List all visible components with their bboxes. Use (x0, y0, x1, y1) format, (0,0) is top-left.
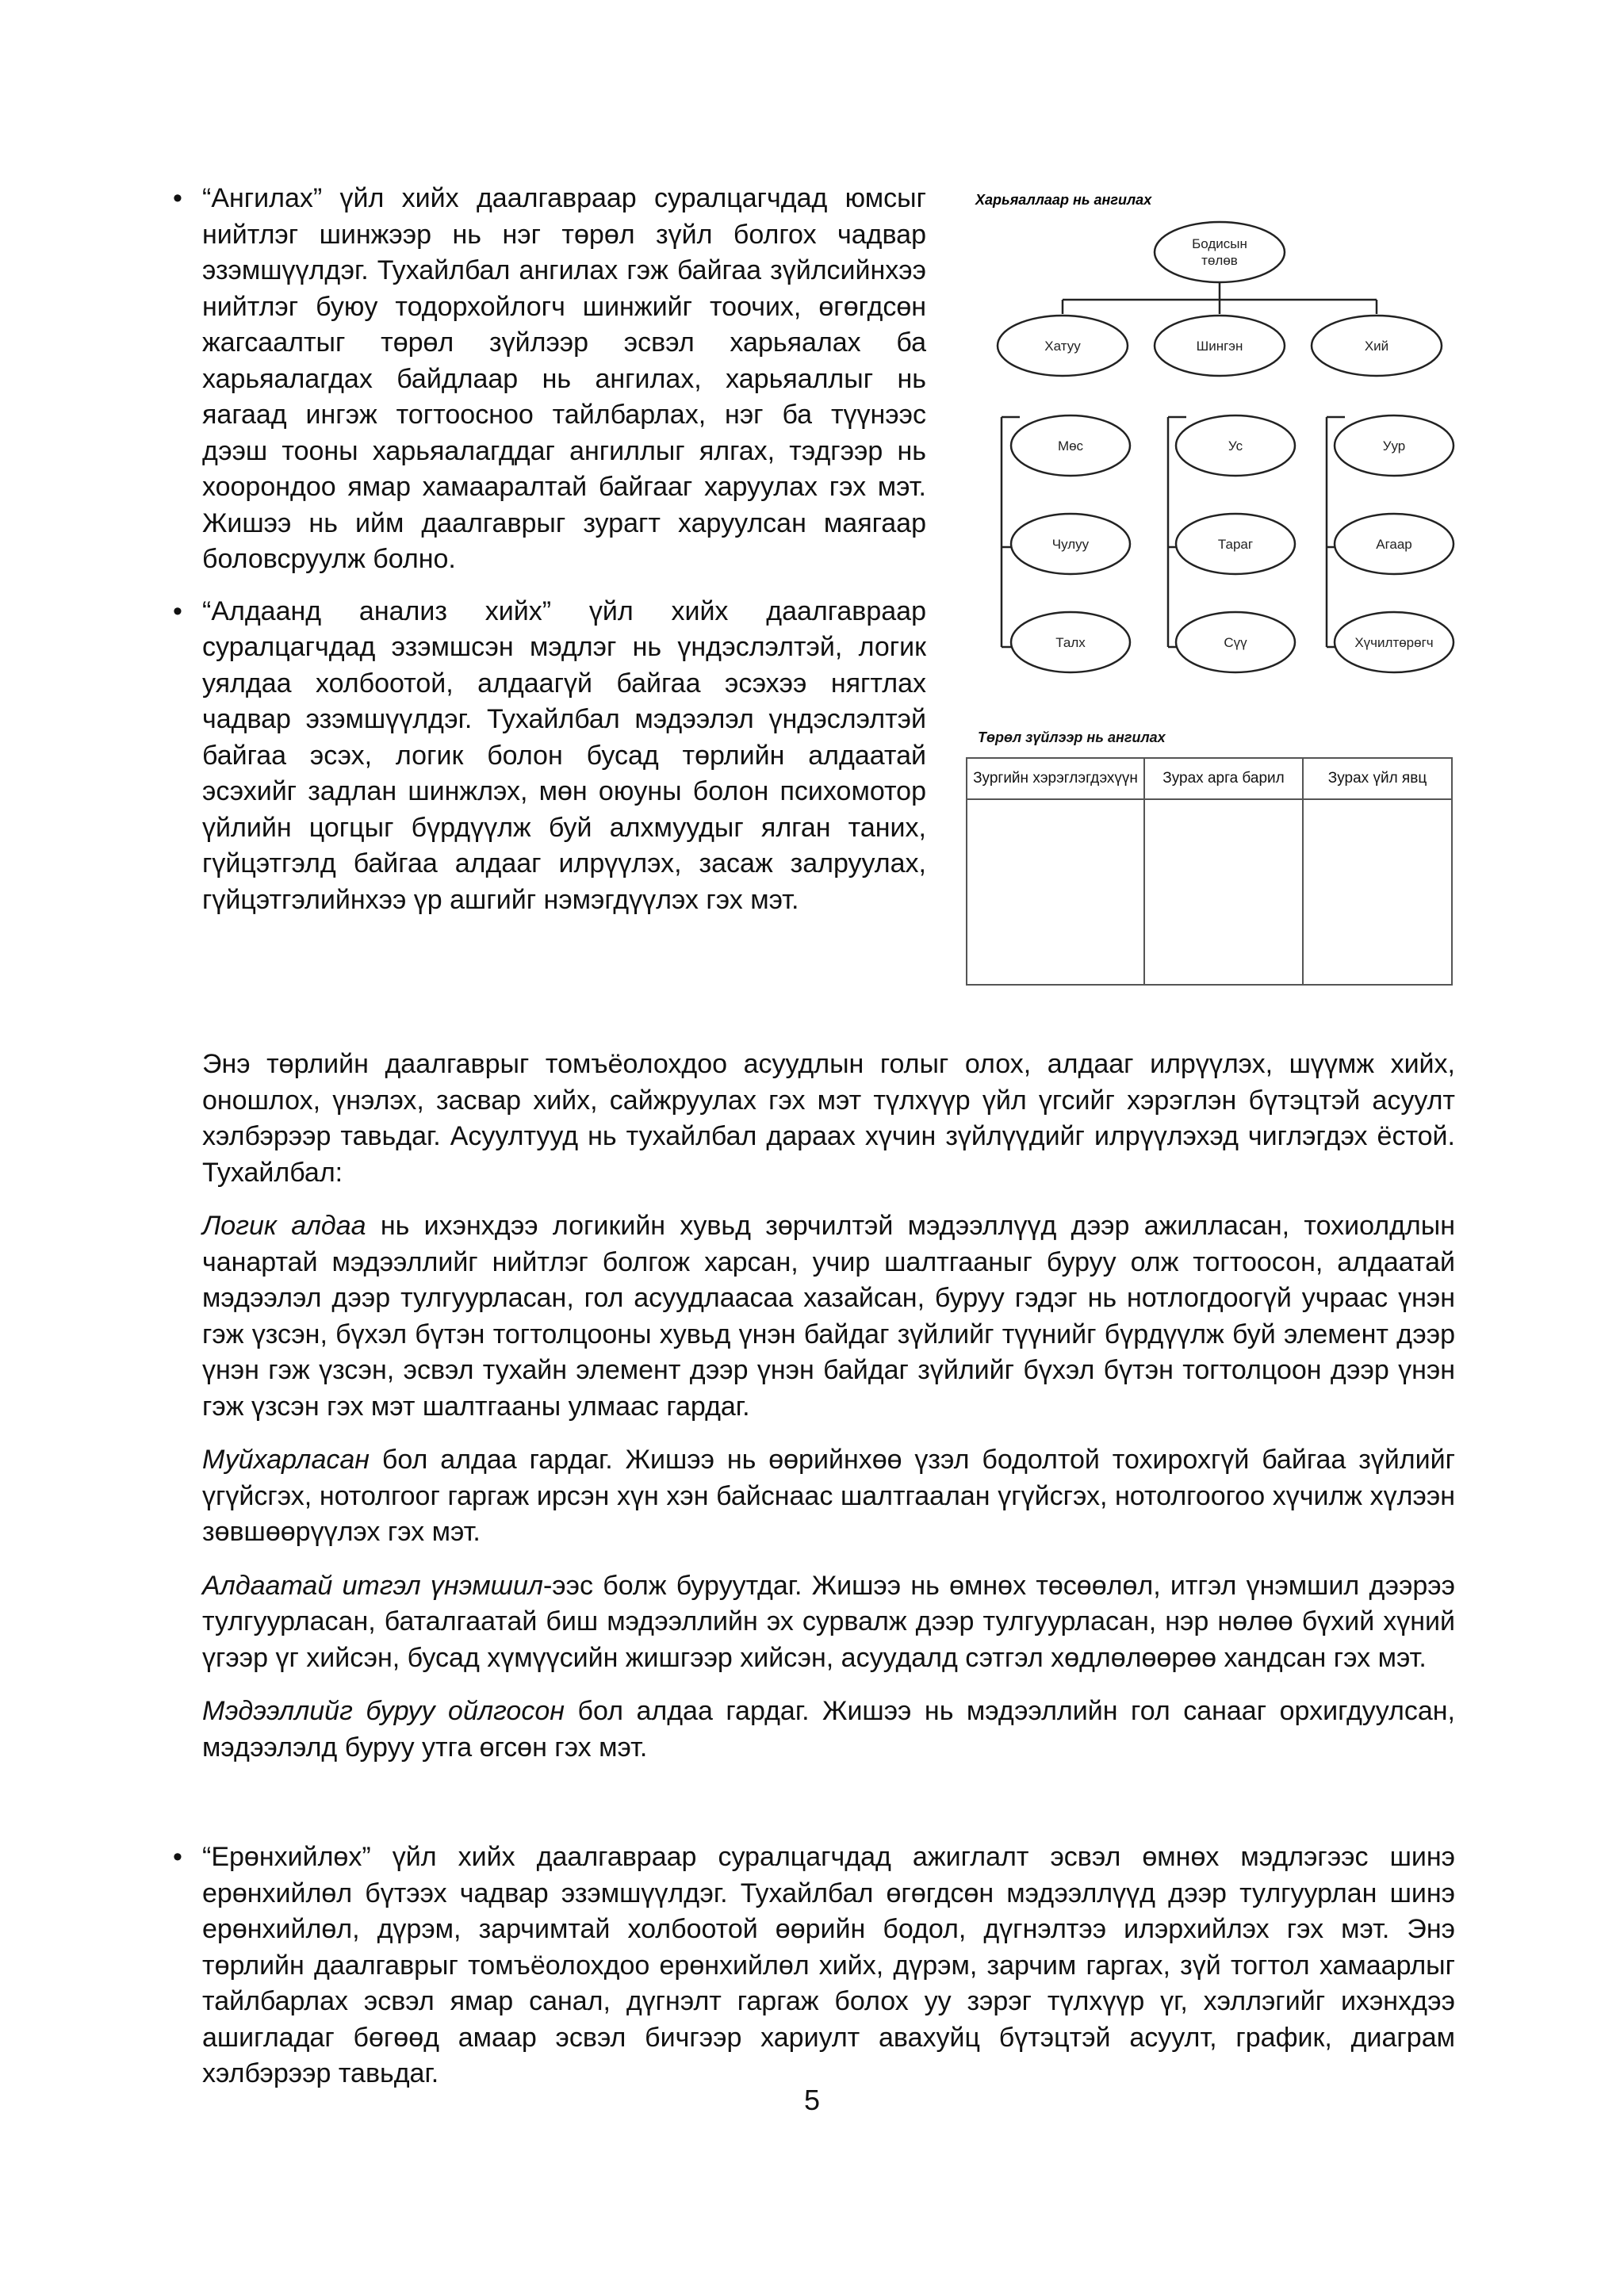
paragraph-logic-error (202, 1208, 1455, 1425)
term: Мэдээллийг буруу ойлгосон (202, 1696, 565, 1726)
term: Алдаатай итгэл үнэмшил (202, 1570, 543, 1601)
paragraph-wrong-belief (202, 1568, 1455, 1677)
label-item: Сүү (1224, 635, 1247, 650)
table-caption: Төрөл зүйлээр нь ангилах (978, 729, 1166, 745)
table-header: Зурах арга барил (1144, 758, 1303, 799)
label-item: Мөс (1057, 438, 1084, 454)
label-state: Шингэн (1196, 339, 1243, 354)
label-item: Чулуу (1051, 537, 1090, 552)
bullet-error-analysis: • “Алдаанд анализ хийх” үйл хийх даалгавраар суралцагчдад эзэмшсэн мэдлэг нь үндэслэлтэй, логик уялдаа холбоотой, алдаагүй байгаа эсэхээ нягтлах чадвар эзэмшүүлдэг. Тухайлбал мэдээлэл үндэслэлтэй байгаа эсэх, логик болон бусад төрлийн алдаатай эсэхийг задлан шинжлэх, мөн оюуны болон психомотор үйлийн цогцыг бүрдүүлж буй алхмуудыг ялган таних, гүйцэтгэлд байгаа алдааг илрүүлэх, засаж залруулах, гүйцэтгэлийнхээ үр ашгийг нэмэгдүүлэх гэх мэт. (173, 594, 926, 919)
label-state: Хатуу (1044, 339, 1081, 354)
bullet-generalize: • “Ерөнхийлөх” үйл хийх даалгавраар суралцагчдад ажиглалт эсвэл өмнөх мэдлэгээс шинэ ерөнхийлөл бүтээх чадвар эзэмшүүлдэг. Тухайлбал өгөгдсөн мэдээллүүд дээр тулгуурлан шинэ ерөнхийлөл, дүрэм, зарчимтай холбоотой өөрийн бодол, дүгнэлтээ илэрхийлэх гэх мэт. Энэ төрлийн даалгаврыг томъёолохдоо ерөнхийлөл хийх, дүрэм, зарчим гаргах, зүй тогтол хамаарлыг тайлбарлах эсвэл ямар санал, дүгнэлт гаргаж болох уу зэрэг түлхүүр үг, хэллэгийг ихэнхдээ ашигладаг бөгөөд амаар эсвэл бичгээр хариулт авахуйц бүтэцтэй асуулт, график, диаграм хэлбэрээр тавьдаг. (173, 1839, 1455, 2092)
classification-diagram (966, 187, 1457, 683)
term: Логик алдаа (202, 1211, 366, 1241)
table-header: Зургийн хэрэглэгдэхүүн (967, 758, 1144, 799)
term: Муйхарласан (202, 1445, 370, 1475)
label-item: Тараг (1217, 537, 1254, 552)
bottom-bullet-block (173, 1839, 1455, 2108)
paragraph-intro: Энэ төрлийн даалгаврыг томъёолохдоо асуудлын голыг олох, алдааг илрүүлэх, шүүмж хийх, оношлох, үнэлэх, засвар хийх, сайжруулах гэх мэт түлхүүр үйл үгсийг хэрэглэн бүтэцтэй асуулт хэлбэрээр тавьдаг. Асуултууд нь тухайлбал дараах хүчин зүйлүүдийг илрүүлэхэд чиглэгдэх ёстой. Тухайлбал: (202, 1049, 1455, 1188)
diagram-caption: Харьяаллаар нь ангилах (975, 192, 1152, 208)
table-cell (1303, 799, 1452, 985)
label-item: Агаар (1376, 537, 1412, 552)
bullet-classify: • “Ангилах” үйл хийх даалгавраар суралцагчдад юмсыг нийтлэг шинжээр нь нэг төрөл зүйл болгох чадвар эзэмшүүлдэг. Тухайлбал ангилах гэж байгаа зүйлсийнхээ нийтлэг буюу тодорхойлогч шинжийг тоочих, өгөгдсөн жагсаалтыг төрөл зүйлээр эсвэл харьяалах ба харьяалагдах байдлаар нь ангилах, харьяаллыг нь яагаад ингэж тогтоосноо тайлбарлах, нэг ба түүнээс дээш тооны харьяалагддаг ангиллыг ялгах, тэдгээр нь хоорондоо ямар хамааралтай байгааг харуулах гэх мэт. Жишээ нь ийм даалгаврыг зурагт харуулсан маягаар боловсруулж болно. (173, 181, 926, 578)
paragraph-text: бол алдаа гардаг. Жишээ нь өөрийнхөө үзэл бодолтой тохирохгүй байгаа зүйлийг үгүйсгэх, нотолгоог гаргаж ирсэн хүн хэн байснаас шалтгаалан үгүйсгэх, нотолгоогоо хүчилж хүлээн зөвшөөрүүлэх гэх мэт. (202, 1445, 1455, 1547)
diagram-svg (966, 187, 1457, 679)
table-header: Зурах үйл явц (1303, 758, 1452, 799)
table-cell (1144, 799, 1303, 985)
label-root-1: Бодисын (1192, 236, 1247, 251)
paragraph-text: нь ихэнхдээ логикийн хувьд зөрчилтэй мэдээллүүд дээр ажилласан, тохиолдлын чанартай мэдээллийг нийтлэг болгож харсан, учир шалтгааныг буруу олж тогтоосон, алдаатай мэдээлэл дээр тулгуурласан, гол асуудлаасаа хазайсан, буруу гэдэг нь нотлогдоогүй учраас үнэн гэж үзсэн, бүхэл бүтэн тогтолцооны хувьд үнэн байдаг зүйлийг түүнийг бүрдүүлж буй элемент дээр үнэн гэж үзсэн, эсвэл тухайн элемент дээр үнэн байдаг зүйлийг бүхэл бүтэн тогтолцоон дээр үнэн гэж үзсэн гэх мэт шалтгааны улмаас гардаг. (202, 1211, 1455, 1422)
label-state: Хий (1364, 339, 1389, 354)
paragraph-misunderstanding (202, 1694, 1455, 1766)
label-item: Уур (1382, 438, 1406, 454)
classification-table (966, 757, 1453, 986)
label-root-2: төлөв (1201, 253, 1238, 268)
label-item: Талх (1055, 635, 1086, 650)
left-column (173, 181, 926, 934)
label-item: Ус (1228, 438, 1243, 454)
table-cell (967, 799, 1144, 985)
paragraph-text: бол алдаа гардаг. Жишээ нь мэдээллийн гол санааг орхигдуулсан, мэдээлэлд буруу утга өгсөн гэх мэт. (202, 1696, 1456, 1763)
paragraph-stubbornness (202, 1442, 1455, 1551)
node-root (1155, 222, 1285, 282)
label-item: Хүчилтөрөгч (1354, 635, 1434, 650)
paragraph-text: -ээс болж буруутдаг. Жишээ нь өмнөх төсөөлөл, итгэл үнэмшил дээрээ тулгуурласан, баталгаатай биш мэдээллийн эх сурвалж дээр тулгуурласан, нэр нөлөө бүхий хүний үгээр үг хийсэн, бусад хүмүүсийн жишгээр хийсэн, асуудалд сэтгэл хөдлөлөөрөө хандсан гэх мэт. (202, 1570, 1455, 1673)
page-number: 5 (803, 2084, 821, 2116)
main-text (202, 1047, 1455, 1783)
